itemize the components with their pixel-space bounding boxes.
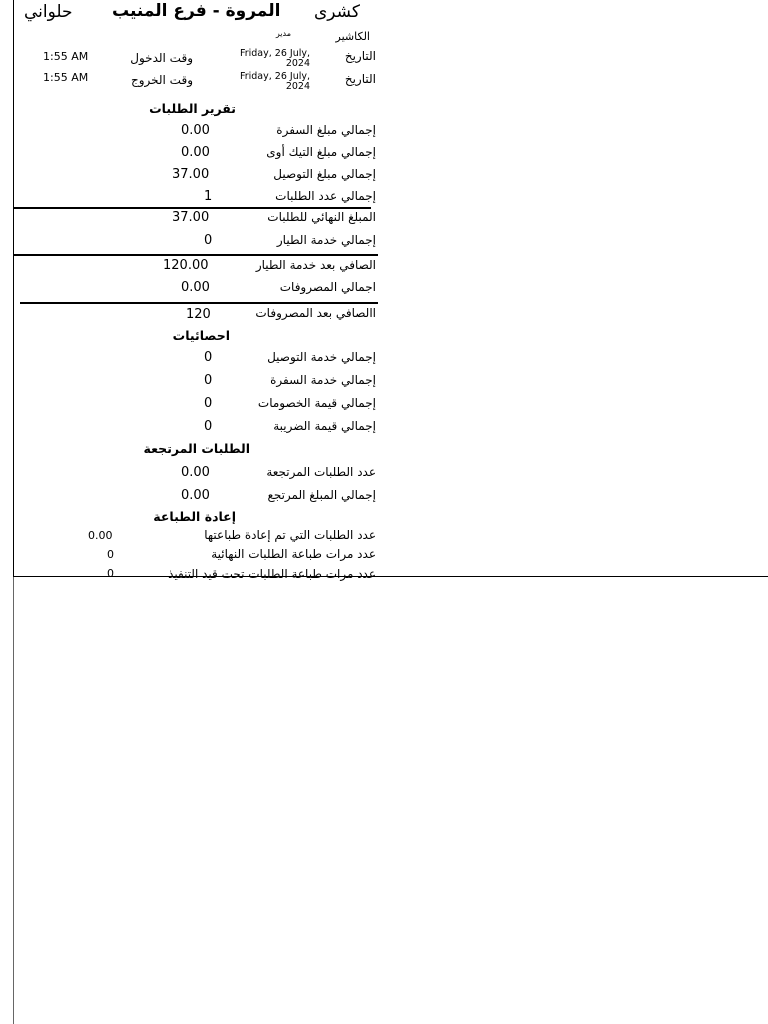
header-left-text: حلواني <box>24 2 73 22</box>
report-row-label: إجمالي مبلغ السفرة <box>276 123 376 137</box>
statistics-row-label: إجمالي قيمة الضريبة <box>273 419 376 433</box>
report-row-label: إجمالي خدمة الطيار <box>276 233 376 247</box>
report-row-label: المبلغ النهائي للطلبات <box>267 210 376 224</box>
report-row-value: 0.00 <box>181 280 210 295</box>
reprint-row-value: 0 <box>107 548 114 561</box>
reprint-row-label: عدد مرات طباعة الطلبات النهائية <box>211 547 376 561</box>
report-row-value: 0.00 <box>181 123 210 138</box>
bottom-divider <box>13 576 768 577</box>
returns-row-label: إجمالي المبلغ المرتجع <box>267 488 376 502</box>
report-divider <box>20 302 378 304</box>
statistics-title: احصائيات <box>172 328 230 343</box>
report-row-label: إجمالي عدد الطلبات <box>275 189 376 203</box>
returns-row-value: 0.00 <box>181 465 210 480</box>
reprint-row-value: 0 <box>107 567 114 580</box>
statistics-row-label: إجمالي خدمة السفرة <box>270 373 376 387</box>
statistics-row-value: 0 <box>204 396 213 411</box>
report-row-value: 37.00 <box>172 167 210 182</box>
statistics-row-label: إجمالي قيمة الخصومات <box>257 396 376 410</box>
report-divider <box>13 254 378 256</box>
returns-row-value: 0.00 <box>181 488 210 503</box>
report-divider <box>13 207 371 209</box>
exit-time-label: وقت الخروج <box>130 73 193 87</box>
returns-title: الطلبات المرتجعة <box>143 441 250 456</box>
statistics-row-value: 0 <box>204 373 213 388</box>
report-row-value: 0 <box>204 233 213 248</box>
left-border <box>13 0 14 576</box>
returns-row-label: عدد الطلبات المرتجعة <box>266 465 376 479</box>
report-row-value: 0.00 <box>181 145 210 160</box>
report-row-label: إجمالي مبلغ التوصيل <box>273 167 376 181</box>
orders-report-title: تقرير الطلبات <box>149 101 236 116</box>
statistics-row-value: 0 <box>204 350 213 365</box>
exit-date-label: التاريخ <box>344 72 376 86</box>
report-row-label: اجمالي المصروفات <box>279 280 376 294</box>
report-row-value: 37.00 <box>172 210 210 225</box>
report-row-label: إجمالي مبلغ التيك أوى <box>266 145 376 159</box>
cashier-label: الكاشير <box>335 30 370 43</box>
cashier-value: مدير <box>275 29 291 38</box>
reprint-row-label: عدد الطلبات التي تم إعادة طباعتها <box>204 528 376 542</box>
entry-time-value: 1:55 AM <box>43 50 89 63</box>
report-row-label: االصافي بعد المصروفات <box>255 306 376 320</box>
entry-date-value: Friday, 26 July, 2024 <box>239 48 310 69</box>
reprint-row-label: عدد مرات طباعة الطلبات تحت قيد التنفيذ <box>168 567 376 581</box>
report-row-label: الصافي بعد خدمة الطيار <box>255 258 376 272</box>
exit-time-value: 1:55 AM <box>43 71 89 84</box>
entry-date-label: التاريخ <box>344 49 376 63</box>
report-row-value: 120.00 <box>163 258 209 273</box>
reprint-row-value: 0.00 <box>88 529 113 542</box>
left-border-lower <box>13 576 14 1024</box>
reprint-title: إعادة الطباعة <box>153 509 236 524</box>
branch-title: المروة - فرع المنيب <box>112 1 281 21</box>
entry-time-label: وقت الدخول <box>130 51 193 65</box>
exit-date-value: Friday, 26 July, 2024 <box>239 71 310 92</box>
report-row-value: 120 <box>186 307 211 322</box>
statistics-row-value: 0 <box>204 419 213 434</box>
header-right-text: كشرى <box>314 2 360 22</box>
statistics-row-label: إجمالي خدمة التوصيل <box>267 350 376 364</box>
report-row-value: 1 <box>204 189 213 204</box>
